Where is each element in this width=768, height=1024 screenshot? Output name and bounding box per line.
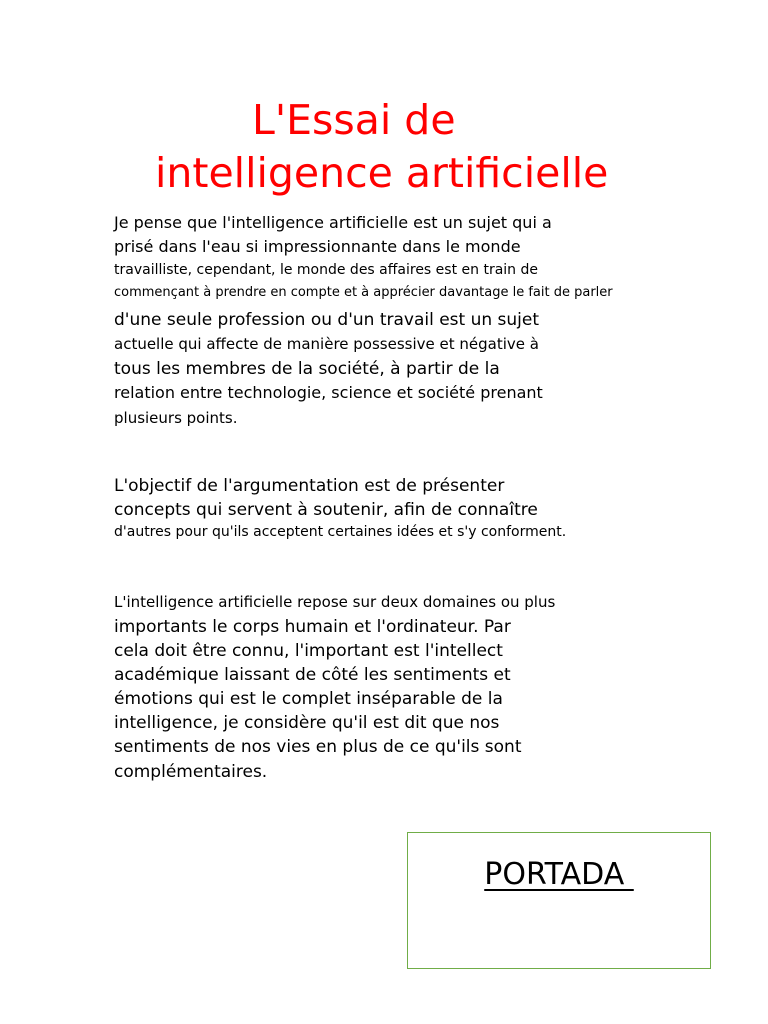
paragraph-1-line: plusieurs points. — [114, 409, 238, 427]
paragraph-3-line: sentiments de nos vies en plus de ce qu'ils sont — [114, 737, 522, 757]
paragraph-3-line: académique laissant de côté les sentiments et — [114, 665, 511, 685]
paragraph-1-line: prisé dans l'eau si impressionnante dans le monde — [114, 237, 521, 256]
paragraph-2-line: L'objectif de l'argumentation est de présenter — [114, 476, 505, 496]
paragraph-1-line: tous les membres de la société, à partir de la — [114, 359, 500, 379]
paragraph-3-line: L'intelligence artificielle repose sur deux domaines ou plus — [114, 593, 556, 611]
paragraph-2-line: concepts qui servent à soutenir, afin de connaître — [114, 500, 538, 520]
document-title-line-1: L'Essai de — [252, 96, 456, 144]
paragraph-1-line: commençant à prendre en compte et à apprécier davantage le fait de parler — [114, 285, 613, 300]
document-title-line-2: intelligence artificielle — [155, 149, 609, 197]
portada-label: PORTADA — [484, 857, 634, 892]
paragraph-1-line: actuelle qui affecte de manière possessive et négative à — [114, 335, 539, 353]
paragraph-3-line: complémentaires. — [114, 762, 268, 782]
paragraph-3-line: cela doit être connu, l'important est l'intellect — [114, 641, 503, 661]
paragraph-2-line: d'autres pour qu'ils acceptent certaines idées et s'y conforment. — [114, 524, 567, 540]
paragraph-1-line: Je pense que l'intelligence artificielle est un sujet qui a — [114, 213, 552, 232]
paragraph-1-line: relation entre technologie, science et société prenant — [114, 383, 543, 402]
paragraph-3-line: émotions qui est le complet inséparable de la — [114, 689, 503, 709]
paragraph-3-line: importants le corps humain et l'ordinateur. Par — [114, 617, 511, 637]
paragraph-1-line: d'une seule profession ou d'un travail est un sujet — [114, 310, 540, 330]
portada-box — [407, 832, 711, 969]
paragraph-3-line: intelligence, je considère qu'il est dit que nos — [114, 713, 500, 733]
paragraph-1-line: travailliste, cependant, le monde des affaires est en train de — [114, 262, 538, 278]
